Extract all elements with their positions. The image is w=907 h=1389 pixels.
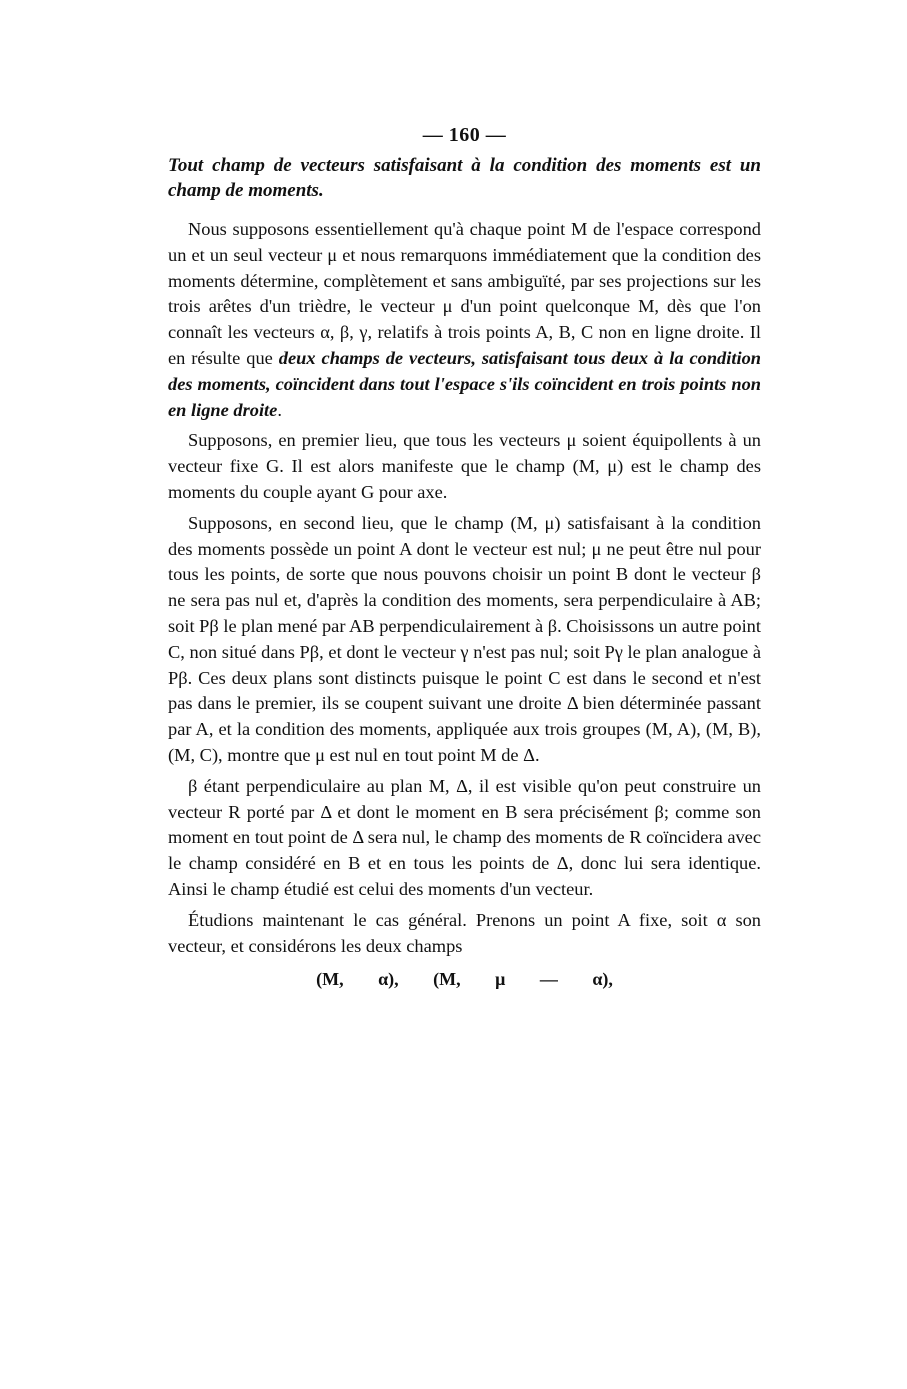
paragraph-3: Supposons, en second lieu, que le champ (M, μ) satisfaisant à la condition des moments possède un point A dont le vecteur est nul; μ ne peut être nul pour tous les points, de sorte que nous pouvons choisir un point B dont le vecteur β ne sera pas nul et, d'après la condition des moments, sera perpendiculaire à AB; soit Pβ le plan mené par AB perpendiculairement à β. Choisissons un autre point C, non situé dans Pβ, et dont le vecteur γ n'est pas nul; soit Pγ le plan analogue à Pβ. Ces deux plans sont distincts puisque le point C est dans le second et n'est pas dans le premier, ils se coupent suivant une droite Δ bien déterminée passant par A, et la condition des moments, appliquée aux trois groupes (M, A), (M, B), (M, C), montre que μ est nul en tout point M de Δ. bbox=[168, 512, 761, 765]
theorem-statement: Tout champ de vecteurs satisfaisant à la condition des moments est un champ de moments. bbox=[168, 155, 761, 201]
paragraph-5: Étudions maintenant le cas général. Prenons un point A fixe, soit α son vecteur, et considérons les deux champs bbox=[168, 909, 761, 956]
paragraph-1-end: . bbox=[277, 399, 282, 420]
page-number: — 160 — bbox=[422, 124, 507, 146]
paragraph-4: β étant perpendiculaire au plan M, Δ, il est visible qu'on peut construire un vecteur R porté par Δ et dont le moment en B sera précisément β; comme son moment en tout point de Δ sera nul, le champ des moments de R coïncidera avec le champ considéré en B et en tous les points de Δ, donc lui sera identique. Ainsi le champ étudié est celui des moments d'un vecteur. bbox=[168, 775, 762, 899]
paragraph-1-emphasis: deux champs de vecteurs, satisfaisant tous deux à la condition des moments, coïncident dans tout l'espace s'ils coïncident en trois points non en ligne droite bbox=[168, 347, 761, 420]
display-formula: (M, α), (M, μ — α), bbox=[316, 969, 613, 990]
paragraph-1 bbox=[168, 217, 761, 423]
paragraph-2: Supposons, en premier lieu, que tous les vecteurs μ soient équipollents à un vecteur fixe G. Il est alors manifeste que le champ (M, μ) est le champ des moments du couple ayant G pour axe. bbox=[168, 430, 761, 502]
page-body bbox=[168, 124, 761, 990]
paragraph-1-text: Nous supposons essentiellement qu'à chaque point M de l'espace correspond un et un seul vecteur μ et nous remarquons immédiatement que la condition des moments détermine, complètement et sans ambiguïté, par ses projections sur les trois arêtes d'un trièdre, le vecteur μ d'un point quelconque M, dès que l'on connaît les vecteurs α, β, γ, relatifs à trois points A, B, C non en ligne droite. Il en résulte que bbox=[168, 219, 761, 368]
